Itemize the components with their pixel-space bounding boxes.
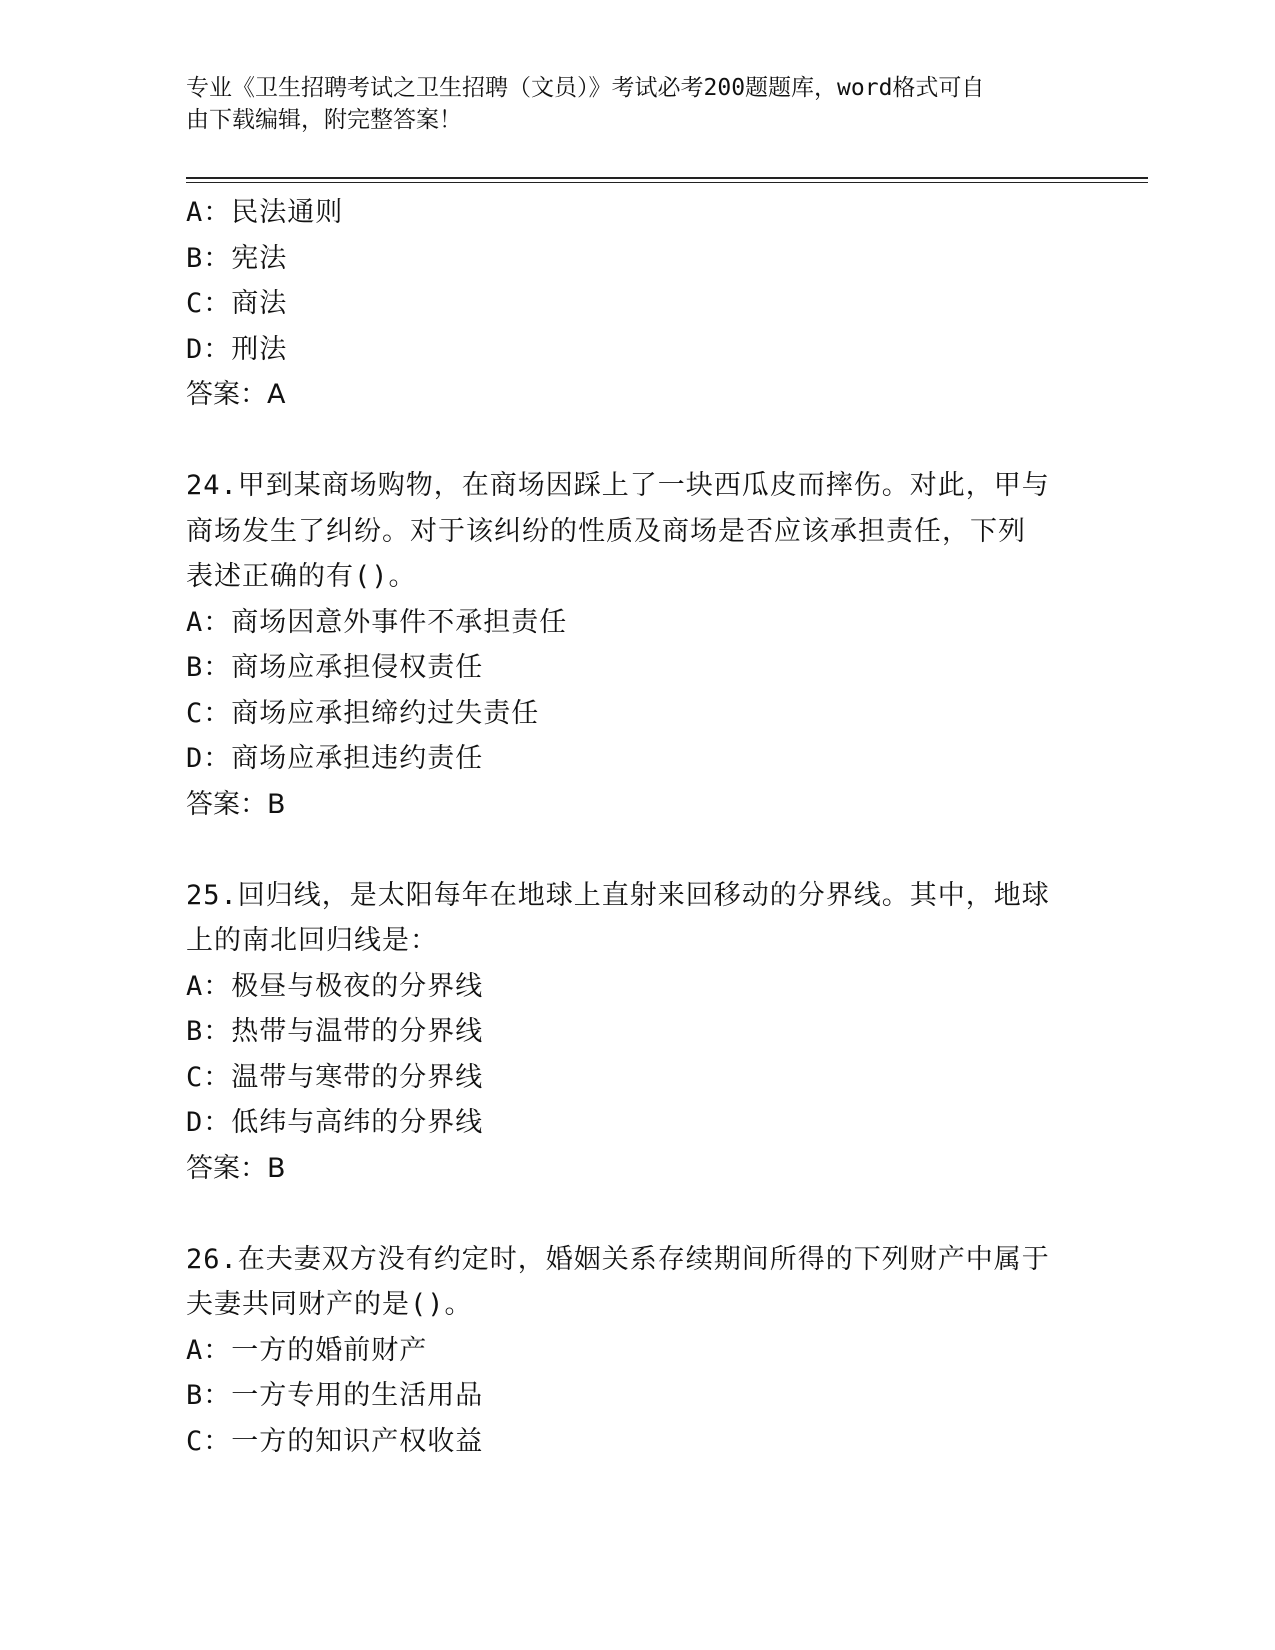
answer-line: 答案：B bbox=[186, 788, 286, 820]
option-c: C：一方的知识产权收益 bbox=[186, 1425, 484, 1457]
option-b: B：一方专用的生活用品 bbox=[186, 1380, 484, 1411]
option-a: A：商场因意外事件不承担责任 bbox=[186, 606, 568, 638]
option-a: A：民法通则 bbox=[186, 197, 344, 228]
option-c: C：商场应承担缔约过失责任 bbox=[186, 697, 540, 729]
option-d: D：低纬与高纬的分界线 bbox=[186, 1107, 484, 1138]
option-b: B：宪法 bbox=[186, 242, 288, 274]
header-line-1: 专业《卫生招聘考试之卫生招聘（文员）》考试必考200题题库，word格式可自 bbox=[186, 75, 985, 101]
header-rule-thin bbox=[186, 182, 1148, 183]
question-stem: 夫妻共同财产的是()。 bbox=[186, 1289, 473, 1320]
option-c: C：温带与寒带的分界线 bbox=[186, 1061, 484, 1093]
question-stem: 上的南北回归线是： bbox=[186, 925, 438, 956]
answer-line: 答案：B bbox=[186, 1152, 286, 1184]
option-c: C：商法 bbox=[186, 288, 288, 319]
question-block-24 bbox=[186, 463, 1086, 827]
question-block-26 bbox=[186, 1237, 1086, 1465]
question-stem: 24.甲到某商场购物，在商场因踩上了一块西瓜皮而摔伤。对此，甲与 bbox=[186, 470, 1050, 501]
option-a: A：极昼与极夜的分界线 bbox=[186, 970, 484, 1002]
question-block-25 bbox=[186, 873, 1086, 1192]
question-stem: 25.回归线，是太阳每年在地球上直射来回移动的分界线。其中，地球 bbox=[186, 879, 1050, 911]
option-d: D：刑法 bbox=[186, 333, 288, 365]
question-list bbox=[186, 190, 1086, 1464]
option-b: B：商场应承担侵权责任 bbox=[186, 652, 484, 683]
option-a: A：一方的婚前财产 bbox=[186, 1334, 428, 1366]
question-stem: 商场发生了纠纷。对于该纠纷的性质及商场是否应该承担责任，下列 bbox=[186, 515, 1026, 547]
header-line-2: 由下载编辑，附完整答案！ bbox=[186, 107, 462, 133]
option-d: D：商场应承担违约责任 bbox=[186, 743, 484, 774]
question-stem: 26.在夫妻双方没有约定时，婚姻关系存续期间所得的下列财产中属于 bbox=[186, 1243, 1050, 1275]
option-b: B：热带与温带的分界线 bbox=[186, 1016, 484, 1047]
document-header bbox=[186, 72, 1066, 136]
question-block-23 bbox=[186, 190, 1086, 418]
question-stem: 表述正确的有()。 bbox=[186, 561, 417, 592]
answer-line: 答案：A bbox=[186, 379, 286, 410]
header-rule-thick bbox=[186, 177, 1148, 179]
